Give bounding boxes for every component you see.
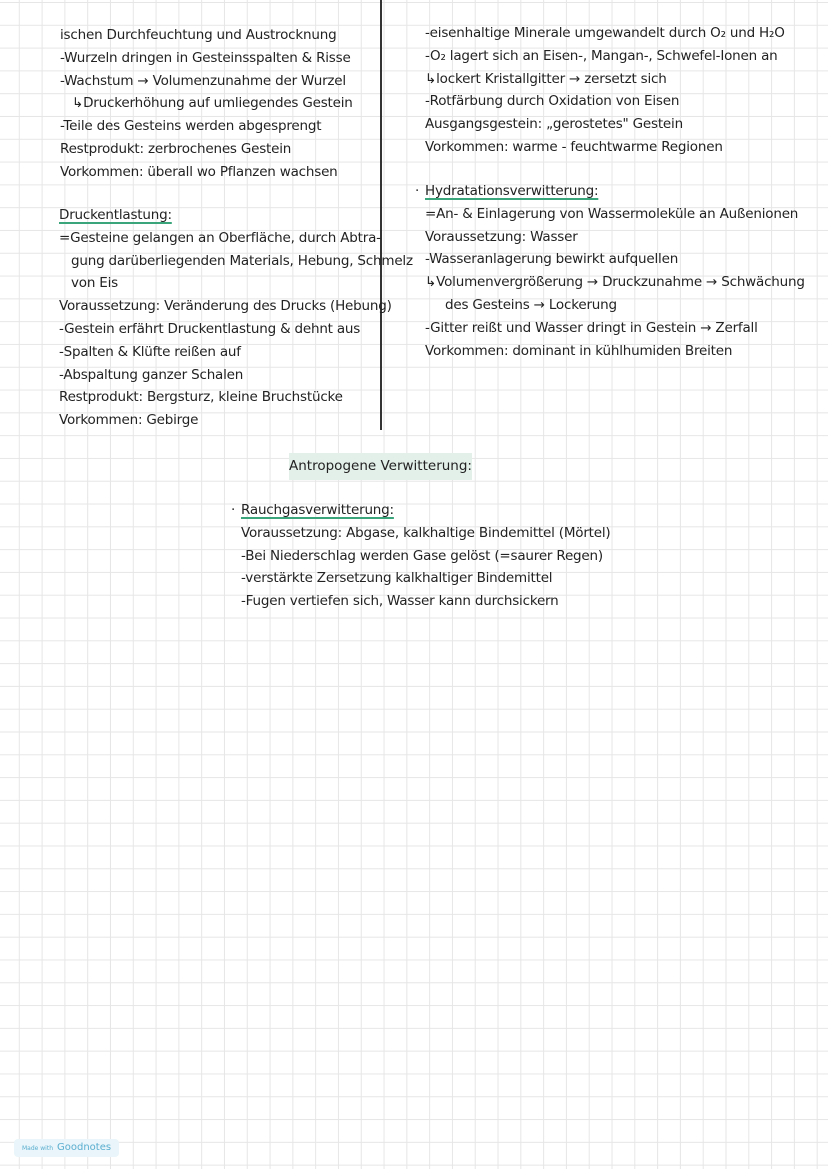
note-line: -Rotfärbung durch Oxidation von Eisen	[425, 93, 680, 110]
right-column-top	[425, 22, 785, 159]
note-line: =An- & Einlagerung von Wassermoleküle an Außenionen	[425, 205, 799, 222]
left-column-top	[60, 24, 353, 184]
goodnotes-badge	[14, 1139, 119, 1157]
note-line: -verstärkte Zersetzung kalkhaltiger Bindemittel	[241, 570, 553, 587]
note-line: Voraussetzung: Abgase, kalkhaltige Bindemittel (Mörtel)	[241, 524, 611, 541]
note-line: -O₂ lagert sich an Eisen-, Mangan-, Schwefel-Ionen an	[425, 47, 778, 64]
note-line: Vorkommen: überall wo Pflanzen wachsen	[60, 163, 338, 180]
note-line: Ausgangsgestein: „gerostetes" Gestein	[425, 116, 683, 133]
heading-rauchgasverwitterung: Rauchgasverwitterung:	[241, 502, 394, 518]
note-line: -Bei Niederschlag werden Gase gelöst (=saurer Regen)	[241, 547, 603, 564]
section-title-antropogene: Antropogene Verwitterung:	[289, 453, 472, 480]
note-line: -Wurzeln dringen in Gesteinsspalten & Risse	[60, 49, 351, 66]
note-line: -eisenhaltige Minerale umgewandelt durch O₂ und H₂O	[425, 25, 785, 41]
heading-druckentlastung: Druckentlastung:	[59, 207, 172, 223]
note-line: -Gitter reißt und Wasser dringt in Gestein → Zerfall	[425, 319, 758, 336]
badge-prefix: Made with	[22, 1145, 53, 1152]
note-line: Voraussetzung: Wasser	[425, 228, 578, 245]
note-line: =Gesteine gelangen an Oberfläche, durch Abtra-	[59, 229, 381, 246]
note-line: Vorkommen: dominant in kühlhumiden Breiten	[425, 342, 733, 359]
left-column-body	[59, 227, 413, 432]
note-line: -Wasseranlagerung bewirkt aufquellen	[425, 251, 679, 268]
note-line: ↳Druckerhöhung auf umliegendes Gestein	[72, 95, 353, 112]
note-line: Vorkommen: Gebirge	[59, 412, 199, 429]
note-line: Vorkommen: warme - feuchtwarme Regionen	[425, 138, 723, 155]
note-line: ↳lockert Kristallgitter → zersetzt sich	[425, 70, 667, 87]
note-line: gung darüberliegenden Materials, Hebung, Schmelz	[71, 252, 413, 269]
note-line: -Teile des Gesteins werden abgesprengt	[60, 118, 322, 135]
note-line: Voraussetzung: Veränderung des Drucks (Hebung)	[59, 298, 392, 315]
left-column-section	[59, 204, 413, 432]
heading-hydratationsverwitterung: Hydratationsverwitterung:	[425, 183, 599, 199]
note-line: Restprodukt: zerbrochenes Gestein	[60, 140, 292, 157]
right-column-body	[425, 203, 805, 363]
anthropogenic-body	[241, 522, 611, 613]
note-line: -Fugen vertiefen sich, Wasser kann durchsickern	[241, 593, 559, 610]
note-line: des Gesteins → Lockerung	[445, 296, 617, 313]
anthropogenic-section	[231, 499, 611, 613]
note-line: von Eis	[71, 275, 119, 292]
note-line: ischen Durchfeuchtung und Austrocknung	[60, 27, 337, 43]
note-line: -Spalten & Klüfte reißen auf	[59, 343, 241, 360]
note-line: -Abspaltung ganzer Schalen	[59, 366, 244, 383]
bullet-dot: ·	[231, 502, 236, 518]
right-column-section	[415, 180, 805, 362]
bullet-dot: ·	[415, 183, 420, 199]
note-line: -Wachstum → Volumenzunahme der Wurzel	[60, 72, 346, 89]
badge-brand: Goodnotes	[57, 1142, 112, 1153]
note-line: -Gestein erfährt Druckentlastung & dehnt aus	[59, 320, 361, 337]
note-line: ↳Volumenvergrößerung → Druckzunahme → Schwächung	[425, 274, 805, 291]
note-line: Restprodukt: Bergsturz, kleine Bruchstücke	[59, 389, 343, 406]
